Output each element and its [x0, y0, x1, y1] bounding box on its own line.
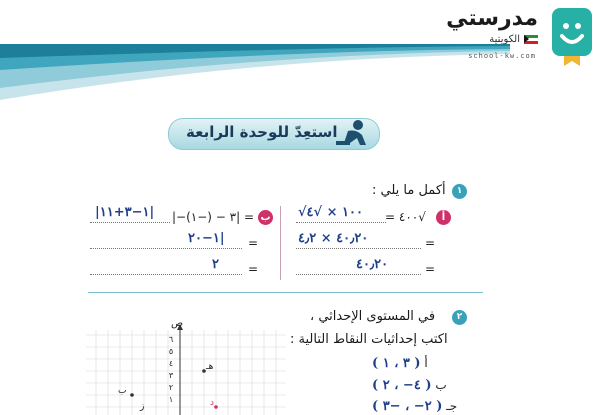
- y-tick: ٤: [168, 359, 174, 368]
- answer-line: [296, 248, 421, 249]
- site-logo[interactable]: [550, 6, 594, 68]
- part-b-answer-1: |١−٣+١١|: [95, 205, 155, 220]
- logo-icon: [550, 6, 594, 68]
- part-a-answer-3: ٤٠٫٢٠: [356, 257, 389, 272]
- point-coords: ( ٤− ، ٢ ): [372, 378, 432, 393]
- question-1-badge: ١: [452, 184, 467, 199]
- section-separator: [88, 292, 483, 293]
- part-b-expression: |−٣ − (−١)| =: [172, 210, 255, 224]
- answer-line: [90, 222, 170, 223]
- coordinate-grid: [86, 320, 286, 415]
- site-country: [489, 34, 538, 45]
- point-row: [372, 378, 447, 393]
- site-name: مدرستي: [446, 6, 538, 31]
- point-coords: ( ٣ ، ١ ): [372, 356, 421, 371]
- question-2-badge: ٢: [452, 310, 467, 325]
- site-country-label: الكويتية: [489, 34, 520, 45]
- part-b-eq-sign-2: =: [248, 236, 259, 250]
- part-a-eq-sign-2: =: [425, 236, 436, 250]
- part-b-eq-sign-3: =: [248, 262, 259, 276]
- answer-line: [296, 274, 421, 275]
- part-b-badge: ب: [258, 210, 273, 225]
- header-swoosh: [0, 40, 510, 100]
- point-b-marker: [130, 393, 134, 397]
- point-label-b: ب: [118, 386, 127, 396]
- answer-line: [90, 274, 242, 275]
- y-tick: ٢: [168, 383, 174, 392]
- parts-divider: [280, 206, 281, 280]
- part-a-answer-2: ٤٠٫٢٠ × ٤٫٢: [298, 231, 369, 246]
- question-2-prompt: في المستوى الإحداثي ،: [310, 309, 436, 324]
- y-tick: ٦: [168, 335, 174, 344]
- question-2-subprompt: اكتب إحداثيات النقاط التالية :: [290, 332, 448, 347]
- point-label-h: هـ: [206, 362, 214, 372]
- point-label: جـ: [446, 399, 458, 413]
- y-axis-ticks: [166, 334, 176, 406]
- part-b-answer-3: ٢: [212, 257, 219, 272]
- site-url[interactable]: school-kw.com: [468, 52, 536, 60]
- point-coords: ( ٢− ، −٣ ): [372, 399, 443, 414]
- part-a-expression: √٤٠٠ =: [385, 210, 426, 224]
- part-a-badge: أ: [436, 210, 451, 225]
- answer-line: [296, 222, 386, 223]
- unit-title: استعِدّ للوحدة الرابعة: [186, 123, 338, 141]
- kuwait-flag-icon: [524, 35, 538, 44]
- point-label: أ: [424, 356, 428, 370]
- point-label: ب: [435, 378, 447, 392]
- point-label-z: ز: [140, 402, 145, 412]
- question-1-prompt: أكمل ما يلي :: [372, 183, 446, 198]
- point-row: [372, 399, 457, 414]
- y-tick: ٣: [168, 371, 174, 380]
- y-axis-label: ص: [171, 318, 184, 329]
- point-row: [372, 356, 428, 371]
- part-a-eq-sign-3: =: [425, 262, 436, 276]
- point-d-marker: [214, 405, 218, 409]
- y-tick: ١: [168, 395, 174, 404]
- point-label-d: د: [210, 398, 215, 408]
- part-a-answer-1: √١٠٠ × √٤: [298, 205, 363, 220]
- y-tick: ٥: [168, 347, 174, 356]
- answer-line: [90, 248, 242, 249]
- part-b-answer-2: ١−٢٠|: [188, 231, 225, 246]
